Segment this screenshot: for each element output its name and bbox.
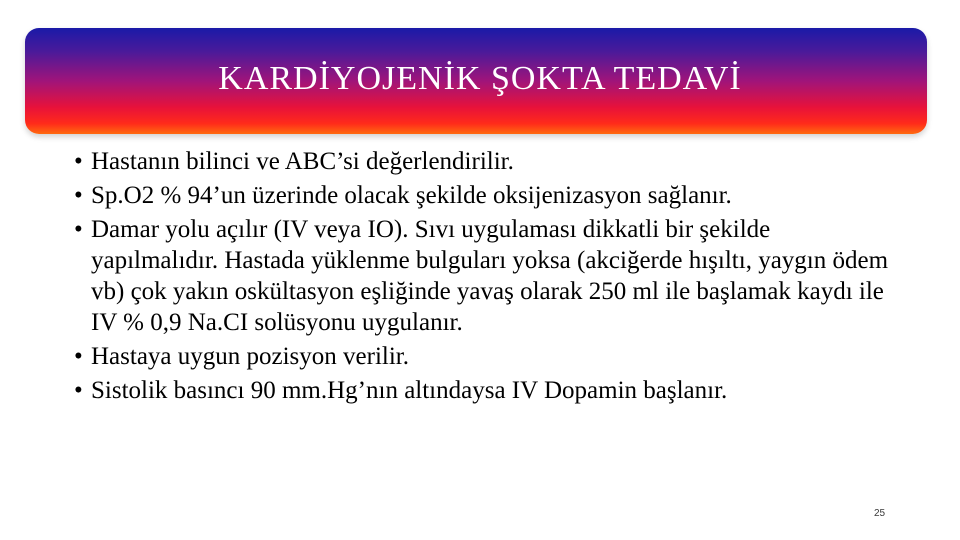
bullet-item: • Sistolik basıncı 90 mm.Hg’nın altındaysa IV Dopamin başlanır. — [74, 375, 894, 406]
bullet-item: • Hastanın bilinci ve ABC’si değerlendirilir. — [74, 146, 894, 177]
bullet-item: • Damar yolu açılır (IV veya IO). Sıvı uygulaması dikkatli bir şekilde yapılmalıdır. Hastada yüklenme bulguları yoksa (akciğerde hışıltı, yaygın ödem vb) çok yakın oskültasyon eşliğinde yavaş olarak 250 ml ile başlamak kaydı ile IV % 0,9 Na.CI solüsyonu uygulanır. — [74, 214, 894, 338]
slide-title: KARDİYOJENİK ŞOKTA TEDAVİ — [218, 60, 742, 97]
bullet-list — [74, 146, 894, 409]
slide-number: 25 — [874, 508, 886, 519]
bullet-item: • Hastaya uygun pozisyon verilir. — [74, 341, 894, 372]
bullet-item: • Sp.O2 % 94’un üzerinde olacak şekilde oksijenizasyon sağlanır. — [74, 180, 894, 211]
